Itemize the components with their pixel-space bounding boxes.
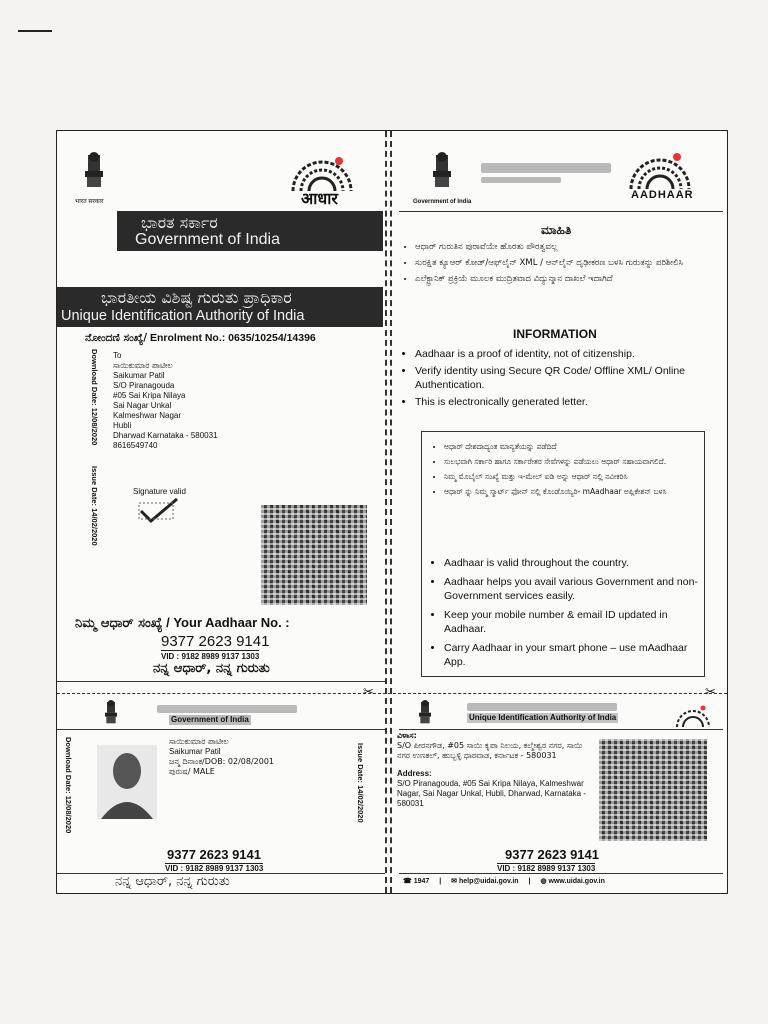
- info-box: [421, 431, 705, 677]
- card-qr-code-icon: [599, 739, 707, 841]
- signature-check-icon: [137, 497, 181, 525]
- website: www.uidai.gov.in: [548, 878, 605, 885]
- card-authority: Unique Identification Authority of India: [469, 713, 617, 722]
- card-address-label: Address:: [397, 769, 432, 778]
- gov-title-kn: ಭಾರತ ಸರ್ಕಾರ: [141, 213, 218, 232]
- card-vid: VID : 9182 8989 9137 1303: [165, 864, 264, 873]
- card-footer: [403, 877, 723, 885]
- address-block: [113, 351, 218, 451]
- card-header-rule: [57, 729, 385, 730]
- aadhaar-letter: [56, 130, 728, 894]
- address-line: 8616549740: [113, 441, 158, 450]
- uidai-title-en: Unique Identification Authority of India: [61, 308, 305, 324]
- card-footer-rule: [399, 873, 723, 874]
- scissors-icon: ✂: [705, 684, 716, 699]
- issue-date: Issue Date: 14/02/2020: [90, 466, 99, 546]
- enrolment-value: Enrolment No.: 0635/10254/14396: [150, 332, 316, 344]
- qr-code-icon: [261, 505, 367, 605]
- card-header-rule: [399, 729, 723, 730]
- email-icon: ✉: [451, 878, 458, 885]
- ashoka-emblem-icon: [101, 699, 121, 729]
- card-address: S/O Piranagouda, #05 Sai Kripa Nilaya, Kalmeshwar Nagar, Sai Nagar Unkal, Hubli, Dharwad, Karnataka - 580031: [397, 779, 586, 808]
- footer-separator: |: [528, 878, 531, 885]
- box-kn-item: • ಆಧಾರ್ ನ್ನು ನಿಮ್ಮ ಸ್ಮಾರ್ಟ್ ಫೋನ್ ನಲ್ಲಿ ಕೊಂಡೊಯ್ಯಿರಿ- mAadhaar ಅಪ್ಲಿಕೇಶನ್ ಬಳಸಿ: [444, 487, 702, 497]
- ashoka-emblem-icon: [79, 151, 109, 195]
- card-personal-details: [169, 737, 274, 777]
- aadhaar-number: 9377 2623 9141: [161, 633, 270, 650]
- tagline: ನನ್ನ ಆಧಾರ್, ನನ್ನ ಗುರುತು: [153, 661, 270, 676]
- box-en-item: • Aadhaar is valid throughout the country.: [444, 556, 706, 570]
- kn-info-item: • ಎಲೆಕ್ಟ್ರಾನಿಕ್ ಪ್ರಕ್ರಿಯೆ ಮೂಲಕ ಮುದ್ರಿತವಾದ ವಿದ್ಯುನ್ಮಾನ ದಾಖಲೆ ಇದಾಗಿದೆ: [415, 273, 725, 285]
- card-issue-date: Issue Date: 14/02/2020: [356, 743, 365, 823]
- aadhaar-logo-text: AADHAAR: [631, 189, 694, 201]
- card-name-kn: ಸಾಯಿಕುಮಾರ ಪಾಟೀಲ: [169, 737, 229, 746]
- mahiti-title: ಮಾಹಿತಿ: [541, 223, 572, 237]
- card-address-block: [397, 731, 593, 809]
- uidai-banner: [57, 287, 383, 327]
- horizontal-cut-line: [57, 693, 727, 694]
- card-tagline: ನನ್ನ ಆಧಾರ್, ನನ್ನ ಗುರುತು: [115, 874, 230, 889]
- enrolment-label-kn: ನೋಂದಣಿ ಸಂಖ್ಯೆ/: [85, 332, 148, 344]
- emblem-caption: भारत सरकार: [75, 199, 104, 205]
- gov-title-en: Government of India: [135, 231, 280, 248]
- card-gender: ಪುರುಷ/ MALE: [169, 767, 215, 776]
- address-line: Saikumar Patil: [113, 371, 165, 380]
- box-en-item: • Carry Aadhaar in your smart phone – use mAadhaar App.: [444, 641, 706, 669]
- card-dob: ಜನ್ಮ ದಿನಾಂಕ/DOB: 02/08/2001: [169, 757, 275, 766]
- card-address-kn: S/O ಪೀರನಗೌಡ, #05 ಸಾಯಿ ಕೃಪಾ ನಿಲಯ, ಕಲ್ಮೇಶ್ವರ ನಗರ, ಸಾಯಿ ನಗರ ಉಣಕಲ್, ಹುಬ್ಬಳ್ಳಿ ಧಾರವಾಡ, ಕರ್ನಾಟಕ - 580031: [397, 741, 583, 760]
- your-aadhaar-label-en: / Your Aadhaar No. :: [162, 615, 290, 630]
- card-name: Saikumar Patil: [169, 747, 221, 756]
- redaction-bar: [157, 705, 297, 713]
- box-en-list: [430, 556, 706, 672]
- aadhaar-logo-icon: [673, 703, 713, 729]
- box-kn-item: • ಆಧಾರ್ ದೇಶದಾದ್ಯಂತ ಮಾನ್ಯತೆಯನ್ನು ಪಡೆದಿದೆ: [444, 442, 702, 452]
- address-line: ಸಾಯಿಕುಮಾರ ಪಾಟೀಲ: [113, 361, 173, 370]
- information-title: INFORMATION: [513, 327, 597, 341]
- address-line: #05 Sai Kripa Nilaya: [113, 391, 186, 400]
- redaction-bar: [481, 163, 611, 173]
- footer-separator: |: [439, 878, 442, 885]
- header-rule: [399, 211, 723, 212]
- card-vid: VID : 9182 8989 9137 1303: [497, 864, 596, 873]
- box-kn-item: • ನಿಮ್ಮ ಮೊಬೈಲ್ ಸಂಖ್ಯೆ ಮತ್ತು ಇ-ಮೇಲ್ ಐಡಿ ಅನ್ನು ಆಧಾರ್ ನಲ್ಲಿ ನವೀಕರಿಸಿ: [444, 472, 702, 482]
- kn-info-list: [401, 241, 725, 285]
- redaction-bar: [481, 177, 561, 183]
- signature-valid: Signature valid: [133, 487, 186, 496]
- address-line: Dharwad Karnataka - 580031: [113, 431, 218, 440]
- vertical-cut-line: [385, 131, 387, 893]
- en-info-list: [401, 347, 731, 412]
- box-en-item: • Aadhaar helps you avail various Government and non-Government services easily.: [444, 575, 706, 603]
- your-aadhaar-label-kn: ನಿಮ್ಮ ಆಧಾರ್ ಸಂಖ್ಯೆ: [75, 616, 163, 631]
- redaction-bar: [467, 703, 617, 711]
- photo-avatar: [97, 745, 157, 819]
- kn-info-item: • ಆಧಾರ್ ಗುರುತಿನ ಪುರಾವೆಯೇ ಹೊರತು ಪೌರತ್ವವಲ್ಲ: [415, 241, 725, 253]
- card-gov-title: Government of India: [171, 715, 249, 724]
- box-kn-item: • ಸುಲಭವಾಗಿ ಸರ್ಕಾರಿ ಹಾಗೂ ಸರ್ಕಾರೇತರ ಸೇವೆಗಳನ್ನು ಪಡೆಯಲು ಆಧಾರ್ ಸಹಾಯವಾಗಲಿದೆ.: [444, 457, 702, 467]
- scissors-icon: ✂: [363, 684, 374, 699]
- card-aadhaar-number: 9377 2623 9141: [167, 847, 261, 862]
- vertical-cut-line-2: [390, 131, 392, 893]
- aadhaar-logo-text: आधार: [301, 189, 338, 208]
- address-line: S/O Piranagouda: [113, 381, 175, 390]
- en-info-item: • Verify identity using Secure QR Code/ Offline XML/ Online Authentication.: [415, 364, 731, 392]
- ashoka-emblem-icon: [415, 699, 435, 729]
- emblem-caption: Government of India: [413, 199, 472, 205]
- kn-info-item: • ಸುರಕ್ಷಿತ ಕ್ಯೂಆರ್ ಕೋಡ್/ಆಫ್‌ಲೈನ್ XML / ಆನ್‌ಲೈನ್ ದೃಢೀಕರಣ ಬಳಸಿ ಗುರುತನ್ನು ಪರಿಶೀಲಿಸಿ: [415, 257, 725, 269]
- en-info-item: • Aadhaar is a proof of identity, not of citizenship.: [415, 347, 731, 361]
- box-en-item: • Keep your mobile number & email ID updated in Aadhaar.: [444, 608, 706, 636]
- top-scratch-mark: [18, 30, 52, 32]
- address-line: Hubli: [113, 421, 132, 430]
- your-aadhaar-label: [75, 615, 290, 631]
- help-email: help@uidai.gov.in: [458, 878, 519, 885]
- vid-number: VID : 9182 8989 9137 1303: [161, 652, 260, 661]
- helpline-number: 1947: [413, 878, 430, 885]
- en-info-item: • This is electronically generated letter.: [415, 395, 731, 409]
- uidai-title-kn: ಭಾರತೀಯ ವಿಶಿಷ್ಟ ಗುರುತು ಪ್ರಾಧಿಕಾರ: [101, 288, 292, 307]
- ashoka-emblem-icon: [427, 151, 457, 195]
- card-address-label-kn: ವಿಳಾಸ:: [397, 731, 417, 740]
- enrolment-number: [85, 332, 316, 345]
- phone-icon: ☎: [403, 878, 412, 885]
- address-line: Kalmeshwar Nagar: [113, 411, 182, 420]
- address-line: To: [113, 351, 122, 360]
- download-date: Download Date: 12/08/2020: [90, 349, 99, 446]
- card-aadhaar-number: 9377 2623 9141: [505, 847, 599, 862]
- card-download-date: Download Date: 12/08/2020: [64, 737, 73, 834]
- address-line: Sai Nagar Unkal: [113, 401, 172, 410]
- gov-banner: [117, 211, 383, 251]
- box-kn-list: [430, 442, 702, 497]
- tagline-underline: [57, 681, 385, 682]
- globe-icon: ◍: [540, 878, 547, 885]
